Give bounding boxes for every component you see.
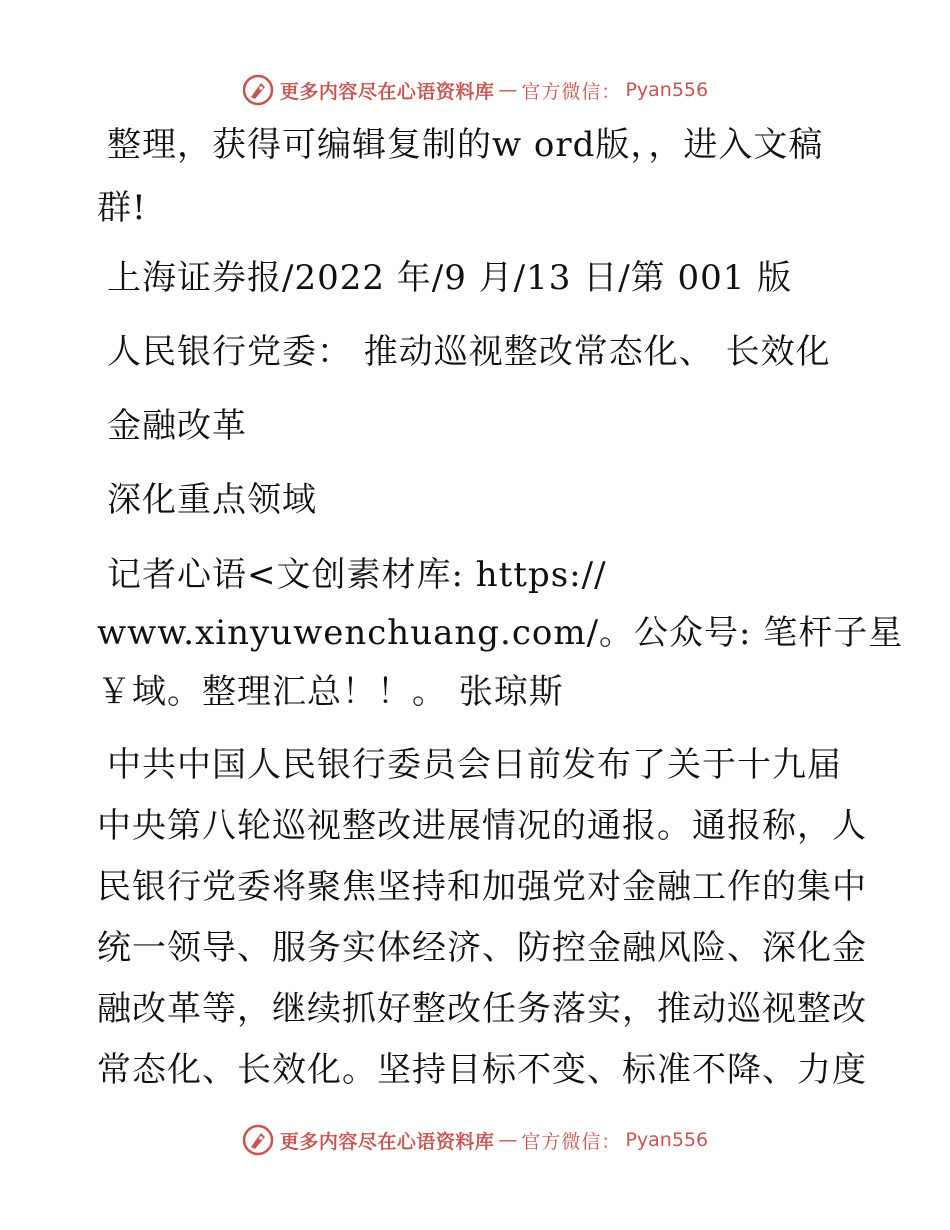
headline-line-2: 金融改革 xyxy=(107,406,247,446)
byline-line-1: 记者心语<文创素材库: https:// xyxy=(107,555,607,595)
watermark-handle: Pyan556 xyxy=(625,79,709,101)
intro-line-2: 群! xyxy=(97,188,147,228)
body-line: 中共中国人民银行委员会日前发布了关于十九届 xyxy=(107,745,842,785)
body-line: 统一领导、服务实体经济、防控金融风险、深化金 xyxy=(97,928,867,968)
watermark-text: 更多内容尽在心语资料库 xyxy=(279,1130,495,1153)
watermark-header xyxy=(0,70,950,110)
watermark-footer xyxy=(0,1120,950,1160)
watermark-text: 更多内容尽在心语资料库 xyxy=(279,80,495,103)
headline-line-3: 深化重点领域 xyxy=(107,480,317,520)
body-line: 民银行党委将聚焦坚持和加强党对金融工作的集中 xyxy=(97,867,867,907)
body-line: 常态化、长效化。坚持目标不变、标准不降、力度 xyxy=(97,1050,867,1090)
body-line: 中央第八轮巡视整改进展情况的通报。通报称，人 xyxy=(97,806,867,846)
body-line: 融改革等，继续抓好整改任务落实，推动巡视整改 xyxy=(97,989,867,1029)
byline-line-2: www.xinyuwenchuang.com/。公众号: 笔杆子星 xyxy=(97,613,904,653)
pen-nib-icon xyxy=(242,74,274,106)
byline-line-3: ￥域。整理汇总！！。 张琼斯 xyxy=(97,672,564,712)
headline-line-1: 人民银行党委： 推动巡视整改常态化、 长效化 xyxy=(107,332,831,372)
watermark-handle: Pyan556 xyxy=(625,1129,709,1151)
watermark-official: 官方微信： xyxy=(521,1130,622,1153)
intro-line-1: 整理，获得可编辑复制的w ord版，，进入文稿 xyxy=(107,125,824,165)
pen-nib-icon xyxy=(242,1124,274,1156)
watermark-official: 官方微信： xyxy=(521,80,622,103)
watermark-dash: — xyxy=(498,1129,518,1151)
watermark-dash: — xyxy=(498,79,518,101)
dateline: 上海证券报/2022 年/9 月/13 日/第 001 版 xyxy=(107,258,793,298)
